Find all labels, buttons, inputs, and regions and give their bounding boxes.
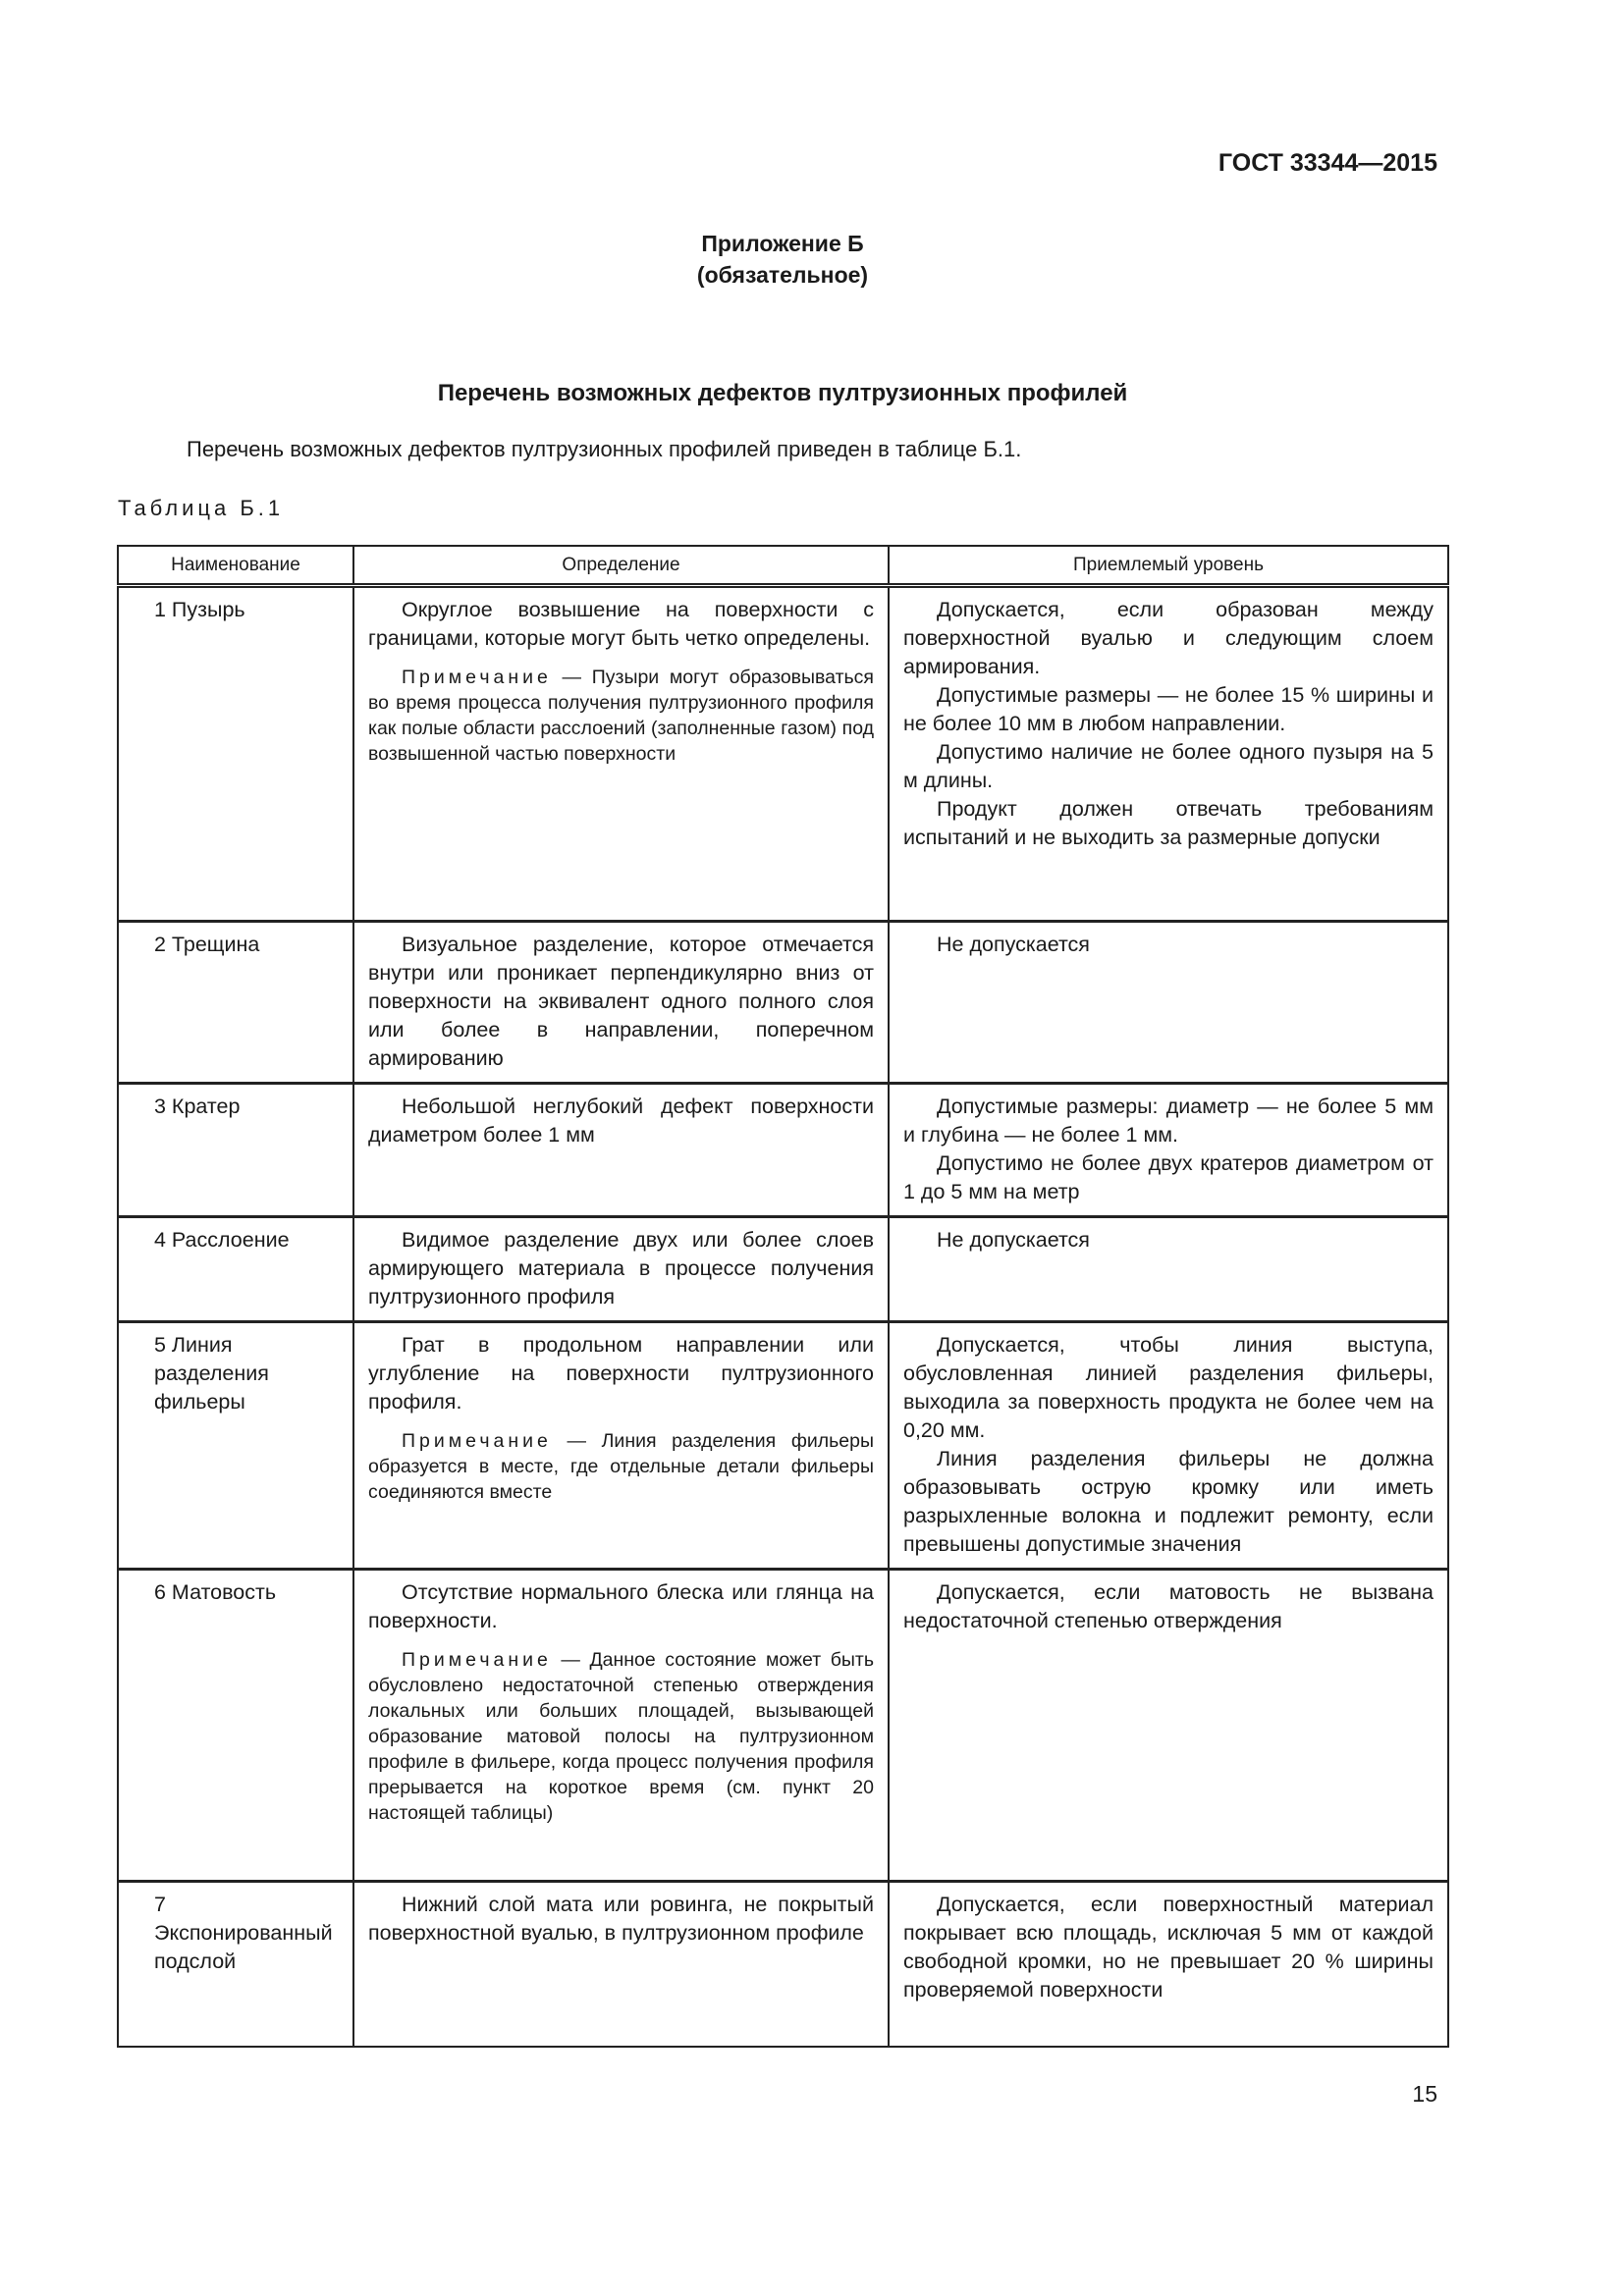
defect-definition: Округлое возвышение на поверхности с границами, которые могут быть четко определены. — [368, 598, 874, 650]
defect-definition-cell — [353, 922, 889, 1084]
column-header-definition: Определение — [353, 546, 889, 586]
defect-name: 3 Кратер — [118, 1084, 353, 1217]
page-number: 15 — [1412, 2081, 1437, 2107]
acceptable-level-cell — [889, 1882, 1448, 2047]
table-row — [118, 1084, 1448, 1217]
acceptable-level-paragraph: Не допускается — [937, 933, 1090, 956]
defects-table — [117, 545, 1449, 2048]
defect-name: 4 Расслоение — [118, 1217, 353, 1322]
column-header-name: Наименование — [118, 546, 353, 586]
table-row — [118, 586, 1448, 922]
defect-name: 7 Экспонированный подслой — [118, 1882, 353, 2047]
defect-name: 6 Матовость — [118, 1570, 353, 1882]
acceptable-level-cell — [889, 1084, 1448, 1217]
table-row — [118, 1322, 1448, 1570]
acceptable-level-cell — [889, 1217, 1448, 1322]
defect-definition: Нижний слой мата или ровинга, не покрытый поверхностной вуалью, в пултрузионном профиле — [368, 1893, 874, 1945]
defect-definition-cell — [353, 1570, 889, 1882]
acceptable-level-paragraph: Линия разделения фильеры не должна образовывать острую кромку или иметь разрыхленные волокна и подлежит ремонту, если превышены допустимые значения — [903, 1447, 1434, 1556]
table-row — [118, 1882, 1448, 2047]
acceptable-level-cell — [889, 1322, 1448, 1570]
acceptable-level-cell — [889, 922, 1448, 1084]
table-row — [118, 1570, 1448, 1882]
table-row — [118, 1217, 1448, 1322]
defect-name: 2 Трещина — [118, 922, 353, 1084]
defect-definition-cell — [353, 1322, 889, 1570]
defect-definition-cell — [353, 586, 889, 922]
note-text: — Данное состояние может быть обусловлено недостаточной степенью отверждения локальных или больших площадей, вызывающей образование матовой полосы на пултрузионном профиле в фильере, когда процесс получения профиля прерывается на короткое время (см. пункт 20 настоящей таблицы) — [368, 1649, 874, 1824]
section-heading: Перечень возможных дефектов пултрузионных профилей — [437, 380, 1128, 406]
defect-definition: Видимое разделение двух или более слоев армирующего материала в процессе получения пултрузионного профиля — [368, 1228, 874, 1308]
defect-definition: Грат в продольном направлении или углубление на поверхности пултрузионного профиля. — [368, 1333, 874, 1414]
defect-definition-cell — [353, 1882, 889, 2047]
note-text: — Пузыри могут образовываться во время процесса получения пултрузионного профиля как полые области расслоений (заполненные газом) под возвышенной частью поверхности — [368, 667, 874, 765]
note-label: Примечание — [402, 1649, 552, 1671]
column-header-acceptable: Приемлемый уровень — [889, 546, 1448, 586]
appendix-status: (обязательное) — [696, 262, 869, 288]
acceptable-level-cell — [889, 586, 1448, 922]
defect-definition: Отсутствие нормального блеска или глянца на поверхности. — [368, 1580, 874, 1632]
acceptable-level-paragraph: Не допускается — [937, 1228, 1090, 1252]
defect-note — [368, 1428, 874, 1505]
defect-name: 5 Линия разделения фильеры — [118, 1322, 353, 1570]
acceptable-level-paragraph: Допускается, если поверхностный материал покрывает всю площадь, исключая 5 мм от каждой свободной кромки, но не превышает 20 % ширины проверяемой поверхности — [903, 1893, 1434, 2002]
acceptable-level-paragraph: Допускается, если образован между поверхностной вуалью и следующим слоем армирования. — [903, 598, 1434, 678]
acceptable-level-paragraph: Допустимо наличие не более одного пузыря на 5 м длины. — [903, 740, 1434, 792]
note-text: — Линия разделения фильеры образуется в месте, где отдельные детали фильеры соединяются вместе — [368, 1430, 874, 1503]
acceptable-level-paragraph: Допустимые размеры — не более 15 % ширины и не более 10 мм в любом направлении. — [903, 683, 1434, 735]
acceptable-level-paragraph: Допускается, чтобы линия выступа, обусловленная линией разделения фильеры, выходила за поверхность продукта не более чем на 0,20 мм. — [903, 1333, 1434, 1442]
appendix-title: Приложение Б — [701, 231, 864, 256]
defect-definition-cell — [353, 1084, 889, 1217]
appendix-title-block — [0, 228, 1565, 291]
document-code: ГОСТ 33344—2015 — [1218, 149, 1437, 177]
table-header-row — [118, 546, 1448, 586]
intro-paragraph: Перечень возможных дефектов пултрузионных профилей приведен в таблице Б.1. — [187, 437, 1022, 461]
note-label: Примечание — [402, 1430, 552, 1452]
acceptable-level-paragraph: Допускается, если матовость не вызвана недостаточной степенью отверждения — [903, 1580, 1434, 1632]
note-label: Примечание — [402, 667, 552, 688]
acceptable-level-paragraph: Допустимые размеры: диаметр — не более 5 мм и глубина — не более 1 мм. — [903, 1095, 1434, 1147]
defect-definition-cell — [353, 1217, 889, 1322]
defect-definition: Визуальное разделение, которое отмечается внутри или проникает перпендикулярно вниз от поверхности на эквивалент одного полного слоя или более в направлении, поперечном армированию — [368, 933, 874, 1070]
defect-name: 1 Пузырь — [118, 586, 353, 922]
acceptable-level-cell — [889, 1570, 1448, 1882]
defect-note — [368, 665, 874, 767]
defect-definition: Небольшой неглубокий дефект поверхности диаметром более 1 мм — [368, 1095, 874, 1147]
defect-note — [368, 1647, 874, 1826]
acceptable-level-paragraph: Допустимо не более двух кратеров диаметром от 1 до 5 мм на метр — [903, 1151, 1434, 1203]
table-caption: Таблица Б.1 — [118, 496, 285, 520]
acceptable-level-paragraph: Продукт должен отвечать требованиям испытаний и не выходить за размерные допуски — [903, 797, 1434, 849]
table-row — [118, 922, 1448, 1084]
